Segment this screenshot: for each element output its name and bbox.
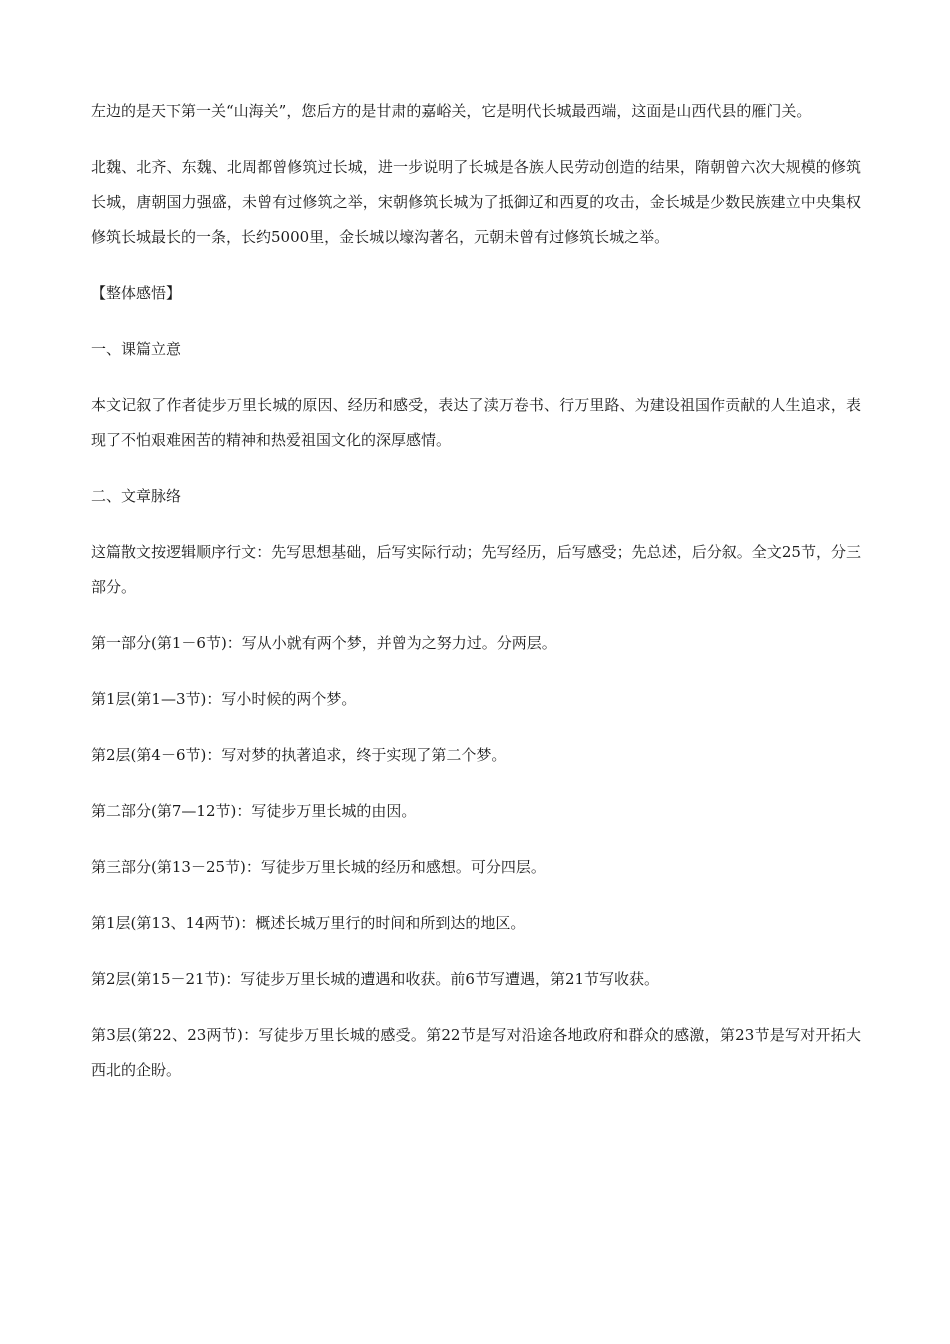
subheading-theme: 一、课篇立意 (91, 340, 182, 358)
paragraph-passes: 左边的是天下第一关“山海关”，您后方的是甘肃的嘉峪关，它是明代长城最西端，这面是山西代县的雁门关。 (91, 102, 812, 120)
part-three-layer-3: 第3层(第22、23两节)：写徒步万里长城的感受。第22节是写对沿途各地政府和群众的感激，第23节是写对开拓大西北的企盼。 (91, 1026, 861, 1079)
paragraph-structure: 这篇散文按逻辑顺序行文：先写思想基础，后写实际行动；先写经历，后写感受；先总述，后分叙。全文25节，分三部分。 (91, 543, 861, 596)
part-three: 第三部分(第13－25节)：写徒步万里长城的经历和感想。可分四层。 (91, 858, 546, 876)
part-one-layer-2: 第2层(第4－6节)：写对梦的执著追求，终于实现了第二个梦。 (91, 746, 507, 764)
section-heading-overall: 【整体感悟】 (91, 284, 182, 302)
part-one: 第一部分(第1－6节)：写从小就有两个梦，并曾为之努力过。分两层。 (91, 634, 557, 652)
part-three-layer-2: 第2层(第15－21节)：写徒步万里长城的遭遇和收获。前6节写遭遇，第21节写收获。 (91, 970, 660, 988)
paragraph-theme: 本文记叙了作者徒步万里长城的原因、经历和感受，表达了渎万卷书、行万里路、为建设祖国作贡献的人生追求，表现了不怕艰难困苦的精神和热爱祖国文化的深厚感情。 (91, 396, 861, 449)
document-page (91, 94, 861, 1109)
part-three-layer-1: 第1层(第13、14两节)：概述长城万里行的时间和所到达的地区。 (91, 914, 526, 932)
part-one-layer-1: 第1层(第1—3节)：写小时候的两个梦。 (91, 690, 357, 708)
part-two: 第二部分(第7—12节)：写徒步万里长城的由因。 (91, 802, 417, 820)
paragraph-dynasties: 北魏、北齐、东魏、北周都曾修筑过长城，进一步说明了长城是各族人民劳动创造的结果，隋朝曾六次大规模的修筑长城，唐朝国力强盛，未曾有过修筑之举，宋朝修筑长城为了抵御辽和西夏的攻击，金长城是少数民族建立中央集权修筑长城最长的一条，长约5000里，金长城以壕沟著名，元朝未曾有过修筑长城之举。 (91, 158, 861, 246)
subheading-structure: 二、文章脉络 (91, 487, 182, 505)
